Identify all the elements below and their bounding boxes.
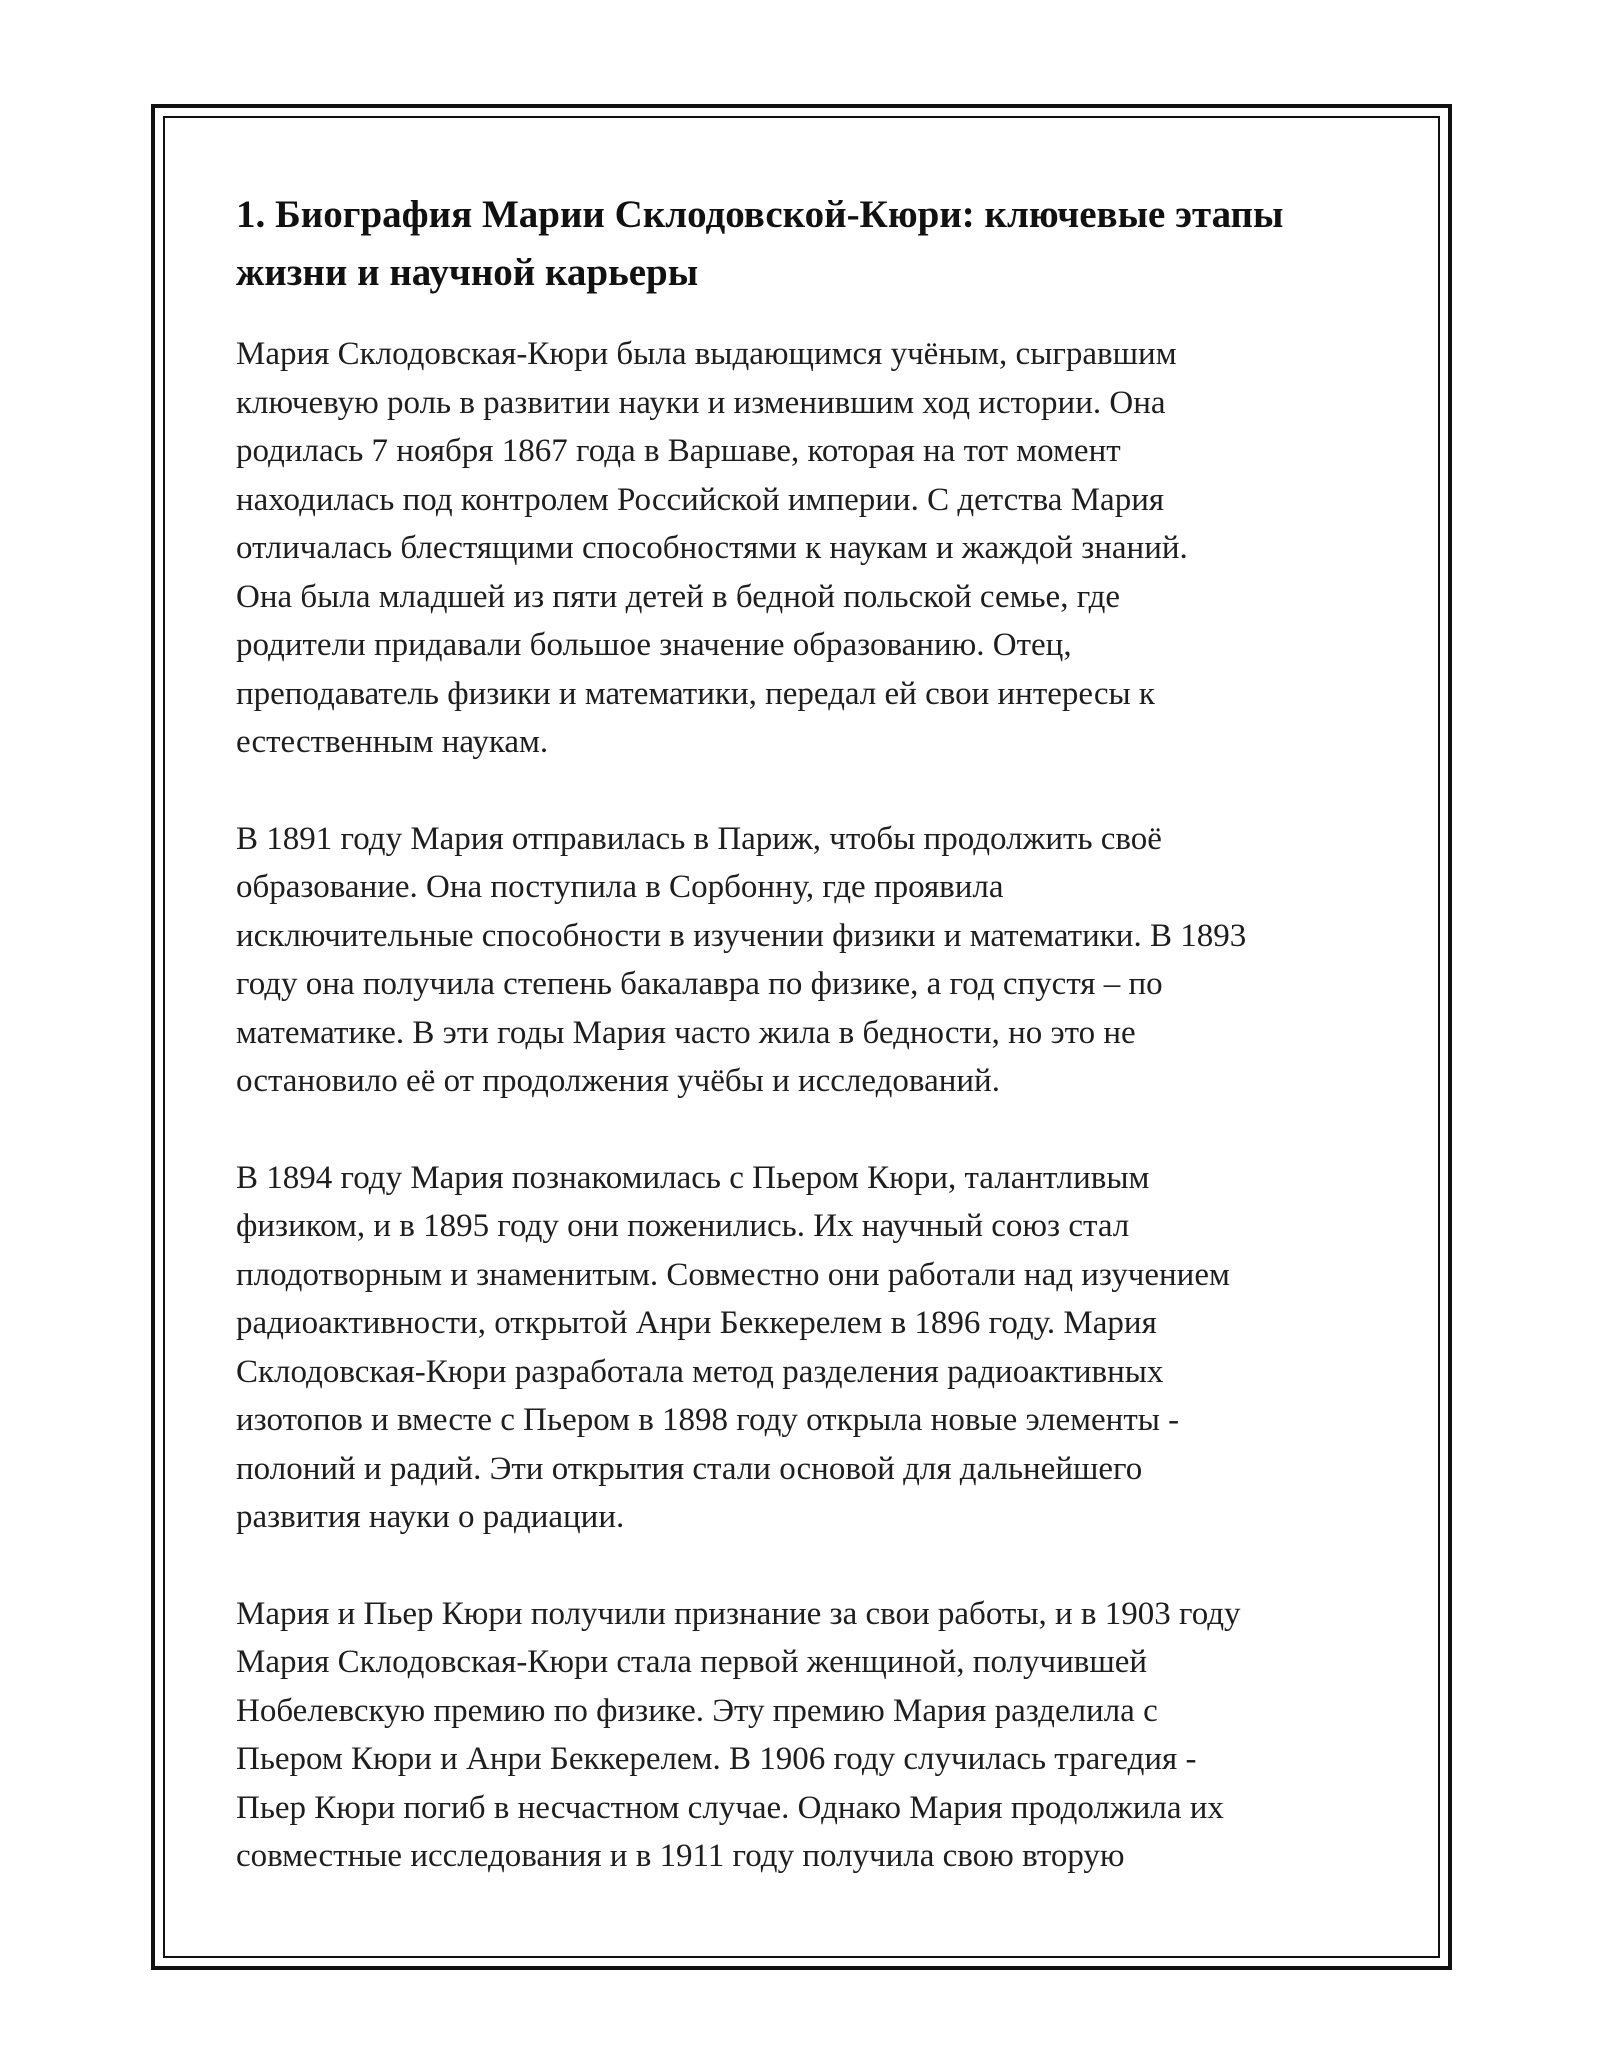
paragraph-education: В 1891 году Мария отправилась в Париж, чтобы продолжить своё образование. Она поступила в Сорбонну, где проявила исключительные способности в изучении физики и математики. В 1893 году она получила степень бакалавра по физике, а год спустя – по математике. В эти годы Мария часто жила в бедности, но это не остановило её от продолжения учёбы и исследований. bbox=[236, 820, 1247, 1099]
section-heading: 1. Биография Марии Склодовской-Кюри: ключевые этапы жизни и научной карьеры bbox=[236, 193, 1284, 294]
paragraph-marriage-research: В 1894 году Мария познакомилась с Пьером Кюри, талантливым физиком, и в 1895 году они поженились. Их научный союз стал плодотворным и знаменитым. Совместно они работали над изучением радиоактивности, открытой Анри Беккерелем в 1896 году. Мария Склодовская-Кюри разработала метод разделения радиоактивных изотопов и вместе с Пьером в 1898 году открыла новые элементы - полоний и радий. Эти открытия стали основой для дальнейшего развития науки о радиации. bbox=[236, 1159, 1230, 1535]
paragraph-childhood: Мария Склодовская-Кюри была выдающимся учёным, сыгравшим ключевую роль в развитии науки и изменившим ход истории. Она родилась 7 ноября 1867 года в Варшаве, которая на тот момент находилась под контролем Российской империи. С детства Мария отличалась блестящими способностями к наукам и жаждой знаний. Она была младшей из пяти детей в бедной польской семье, где родители придавали большое значение образованию. Отец, преподаватель физики и математики, передал ей свои интересы к естественным наукам. bbox=[236, 336, 1188, 760]
document-body bbox=[236, 186, 1376, 1929]
paragraph-nobel-prize: Мария и Пьер Кюри получили признание за свои работы, и в 1903 году Мария Склодовская-Кюри стала первой женщиной, получившей Нобелевскую премию по физике. Эту премию Мария разделила с Пьером Кюри и Анри Беккерелем. В 1906 году случилась трагедия - Пьер Кюри погиб в несчастном случае. Однако Мария продолжила их совместные исследования и в 1911 году получила свою вторую bbox=[236, 1595, 1241, 1874]
